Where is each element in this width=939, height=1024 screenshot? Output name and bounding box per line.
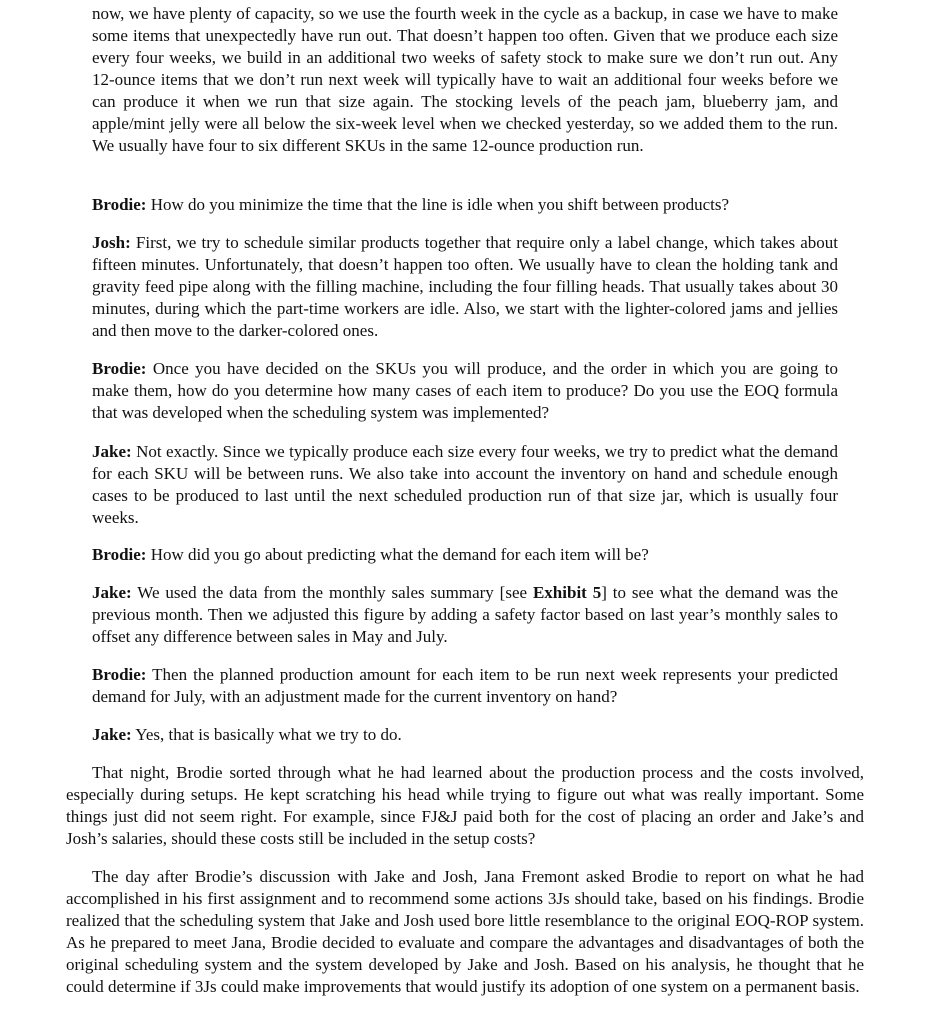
paragraph-text: Then the planned production amount for each item to be run next week represents your predicted demand for July, with an adjustment made for the current inventory on hand? <box>92 665 838 706</box>
paragraph-jake-answer-yes <box>92 724 838 746</box>
paragraph-brodie-question-eoq <box>92 358 838 424</box>
paragraph-brodie-question-idle <box>92 194 838 216</box>
paragraph-text: How do you minimize the time that the line is idle when you shift between products? <box>146 195 730 214</box>
exhibit-reference: Exhibit 5 <box>532 583 602 602</box>
paragraph-interview-continuation <box>92 3 838 157</box>
paragraph-brodie-question-demand <box>92 544 838 566</box>
paragraph-text: First, we try to schedule similar products together that require only a label change, which takes about fifteen minutes. Unfortunately, that doesn’t happen too often. We usually have to clean the holding tank and gravity feed pipe along with the filling machine, including the four filling heads. That usually takes about 30 minutes, during which the part-time workers are idle. Also, we start with the lighter-colored jams and jellies and then move to the darker-colored ones. <box>92 233 838 340</box>
speaker-label: Josh: <box>92 233 131 252</box>
paragraph-jake-answer-quantities <box>92 441 838 529</box>
paragraph-text: Once you have decided on the SKUs you will produce, and the order in which you are going to make them, how do you determine how many cases of each item to produce? Do you use the EOQ formula that was developed when the scheduling system was implemented? <box>92 359 838 422</box>
paragraph-jake-answer-sales-data <box>92 582 838 648</box>
speaker-label: Jake: <box>92 725 132 744</box>
paragraph-text: Yes, that is basically what we try to do. <box>131 725 402 744</box>
paragraph-narrative-that-night <box>66 762 864 850</box>
speaker-label: Brodie: <box>92 545 147 564</box>
paragraph-text: That night, Brodie sorted through what he had learned about the production process and the costs involved, especially during setups. He kept scratching his head while trying to figure out what was really important. Some things just did not seem right. For example, since FJ&J paid both for the cost of placing an order and Jake’s and Josh’s salaries, should these costs still be included in the setup costs? <box>66 763 864 848</box>
speaker-label: Brodie: <box>92 359 147 378</box>
paragraph-text: ] to see what the demand was the previous month. Then we adjusted this figure by adding a safety factor based on last year’s monthly sales to offset any difference between sales in May and July. <box>92 583 838 646</box>
speaker-label: Brodie: <box>92 665 147 684</box>
paragraph-text: Not exactly. Since we typically produce each size every four weeks, we try to predict what the demand for each SKU will be between runs. We also take into account the inventory on hand and schedule enough cases to be produced to last until the next scheduled production run of that size jar, which is usually four weeks. <box>92 442 838 527</box>
speaker-label: Jake: <box>92 442 132 461</box>
paragraph-text: now, we have plenty of capacity, so we use the fourth week in the cycle as a backup, in case we have to make some items that unexpectedly have run out. That doesn’t happen too often. Given that we produce each size every four weeks, we build in an additional two weeks of safety stock to make sure we don’t run out. Any 12-ounce items that we don’t run next week will typically have to wait an additional four weeks before we can produce it when we run that size again. The stocking levels of the peach jam, blueberry jam, and apple/mint jelly were all below the six-week level when we checked yesterday, so we added them to the run. We usually have four to six different SKUs in the same 12-ounce production run. <box>92 4 838 155</box>
paragraph-text: We used the data from the monthly sales summary [see <box>131 583 533 602</box>
paragraph-text: The day after Brodie’s discussion with Jake and Josh, Jana Fremont asked Brodie to report on what he had accomplished in his first assignment and to recommend some actions 3Js should take, based on his findings. Brodie realized that the scheduling system that Jake and Josh used bore little resemblance to the original EOQ-ROP system. As he prepared to meet Jana, Brodie decided to evaluate and compare the advantages and disadvantages of both the original scheduling system and the system developed by Jake and Josh. Based on his analysis, he thought that he could determine if 3Js could make improvements that would justify its adoption of one system on a permanent basis. <box>66 867 864 996</box>
speaker-label: Brodie: <box>92 195 147 214</box>
paragraph-josh-answer-changeover <box>92 232 838 342</box>
paragraph-narrative-day-after <box>66 866 864 998</box>
paragraph-text: How did you go about predicting what the demand for each item will be? <box>146 545 649 564</box>
paragraph-brodie-question-planned <box>92 664 838 708</box>
speaker-label: Jake: <box>92 583 132 602</box>
